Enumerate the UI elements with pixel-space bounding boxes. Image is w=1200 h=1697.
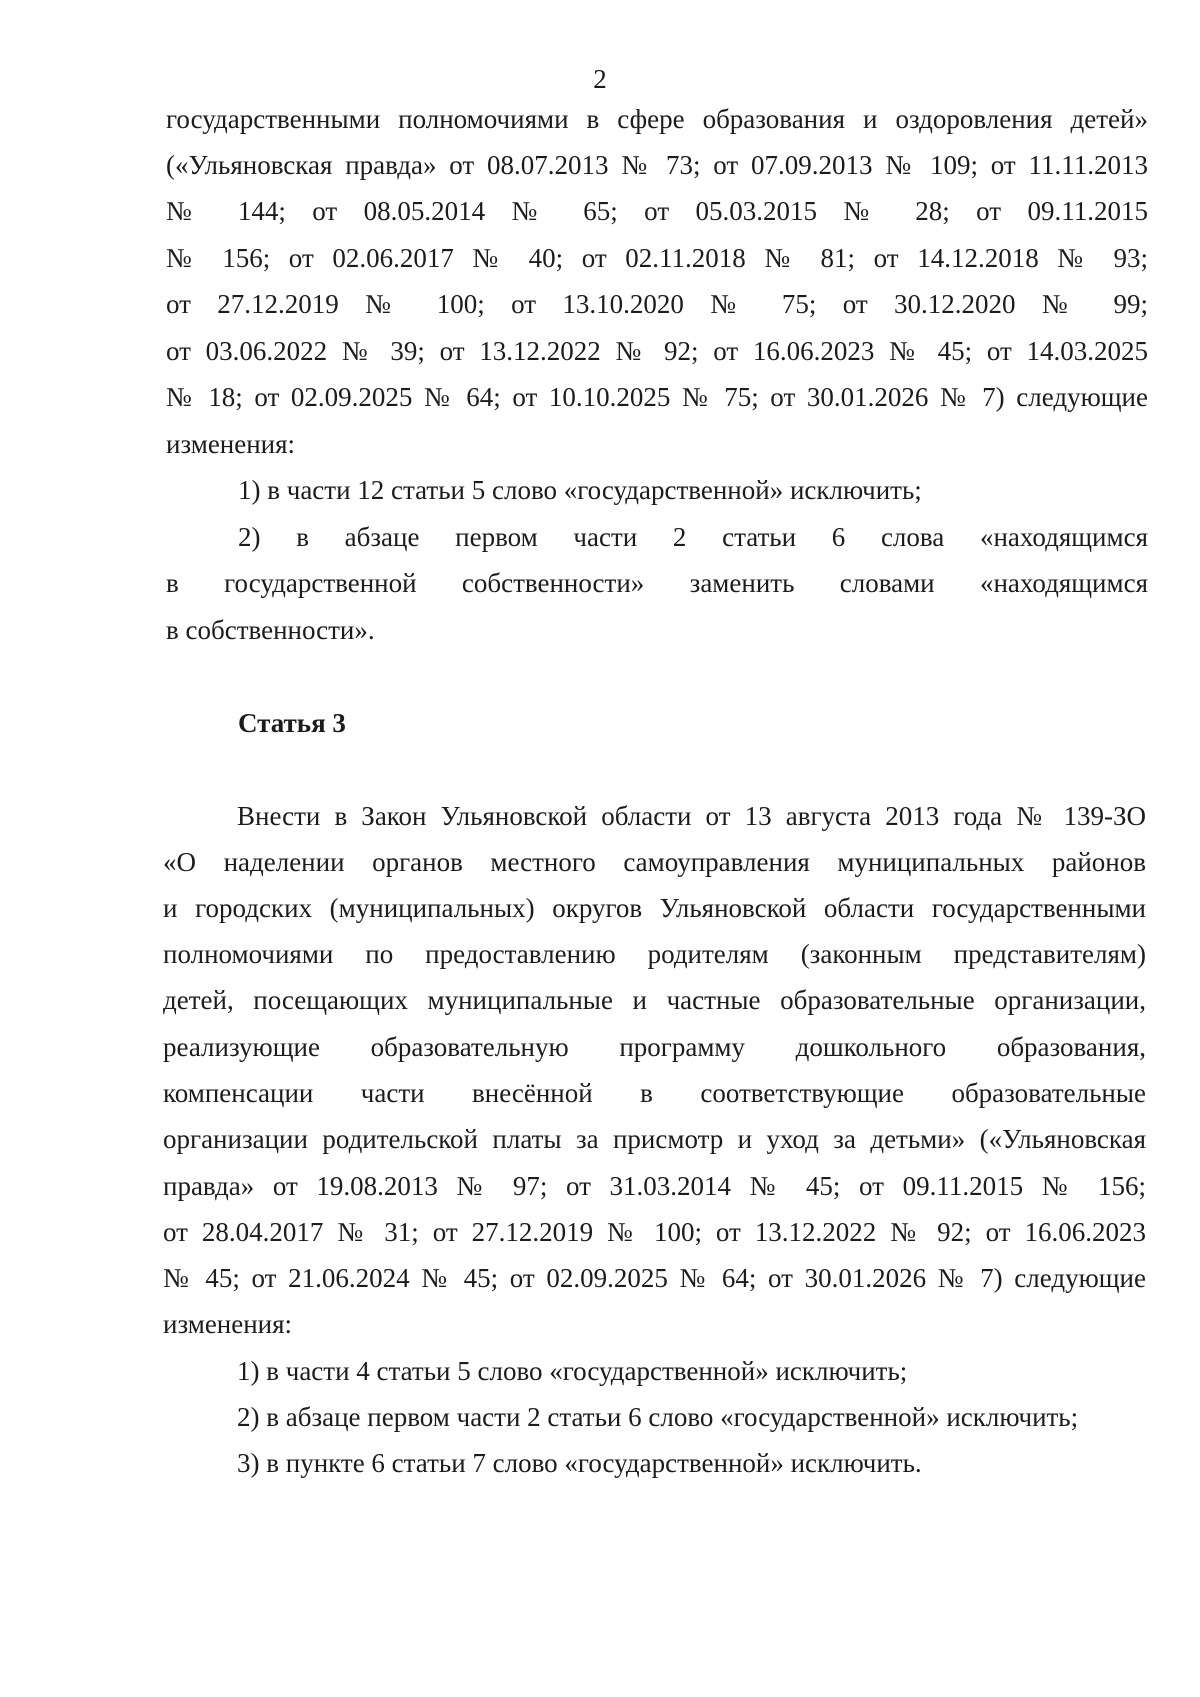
paragraph-line: от 03.06.2022 № 39; от 13.12.2022 № 92; от 16.06.2023 № 45; от 14.03.2025	[166, 336, 1148, 366]
paragraph-line: от 27.12.2019 № 100; от 13.10.2020 № 75; от 30.12.2020 № 99;	[166, 289, 1148, 319]
article-heading: Статья 3	[238, 708, 346, 738]
paragraph-line: детей, посещающих муниципальные и частные образовательные организации,	[163, 985, 1146, 1015]
paragraph-line: «О наделении органов местного самоуправления муниципальных районов	[163, 847, 1146, 877]
page-number: 2	[593, 64, 607, 94]
paragraph-line: полномочиями по предоставлению родителям (законным представителям)	[163, 939, 1146, 969]
paragraph-line: в государственной собственности» заменить словами «находящимся	[166, 568, 1148, 598]
paragraph-line: и городских (муниципальных) округов Ульяновской области государственными	[163, 893, 1146, 923]
list-item: 1) в части 12 статьи 5 слово «государственной» исключить;	[238, 475, 922, 505]
paragraph-line: от 28.04.2017 № 31; от 27.12.2019 № 100; от 13.12.2022 № 92; от 16.06.2023	[163, 1217, 1146, 1247]
paragraph-line: в собственности».	[166, 615, 375, 645]
paragraph-line: («Ульяновская правда» от 08.07.2013 № 73; от 07.09.2013 № 109; от 11.11.2013	[166, 150, 1148, 180]
paragraph-line: № 18; от 02.09.2025 № 64; от 10.10.2025 № 75; от 30.01.2026 № 7) следующие	[166, 382, 1148, 412]
paragraph-line: реализующие образовательную программу дошкольного образования,	[163, 1032, 1146, 1062]
list-item: 2) в абзаце первом части 2 статьи 6 слова «находящимся	[238, 522, 1148, 552]
list-item: 3) в пункте 6 статьи 7 слово «государственной» исключить.	[237, 1448, 922, 1478]
paragraph-line: № 45; от 21.06.2024 № 45; от 02.09.2025 № 64; от 30.01.2026 № 7) следующие	[163, 1263, 1146, 1293]
paragraph-line: государственными полномочиями в сфере образования и оздоровления детей»	[166, 104, 1148, 134]
paragraph-line: компенсации части внесённой в соответствующие образовательные	[163, 1078, 1146, 1108]
paragraph-line: изменения:	[163, 1309, 293, 1339]
paragraph-line: Внести в Закон Ульяновской области от 13 августа 2013 года № 139-ЗО	[237, 801, 1146, 831]
paragraph-line: организации родительской платы за присмотр и уход за детьми» («Ульяновская	[163, 1124, 1146, 1154]
paragraph-line: № 144; от 08.05.2014 № 65; от 05.03.2015 № 28; от 09.11.2015	[166, 196, 1148, 226]
paragraph-line: изменения:	[166, 429, 296, 459]
list-item: 1) в части 4 статьи 5 слово «государственной» исключить;	[237, 1356, 908, 1386]
paragraph-line: правда» от 19.08.2013 № 97; от 31.03.2014 № 45; от 09.11.2015 № 156;	[163, 1171, 1146, 1201]
list-item: 2) в абзаце первом части 2 статьи 6 слово «государственной» исключить;	[237, 1402, 1079, 1432]
paragraph-line: № 156; от 02.06.2017 № 40; от 02.11.2018 № 81; от 14.12.2018 № 93;	[166, 243, 1148, 273]
